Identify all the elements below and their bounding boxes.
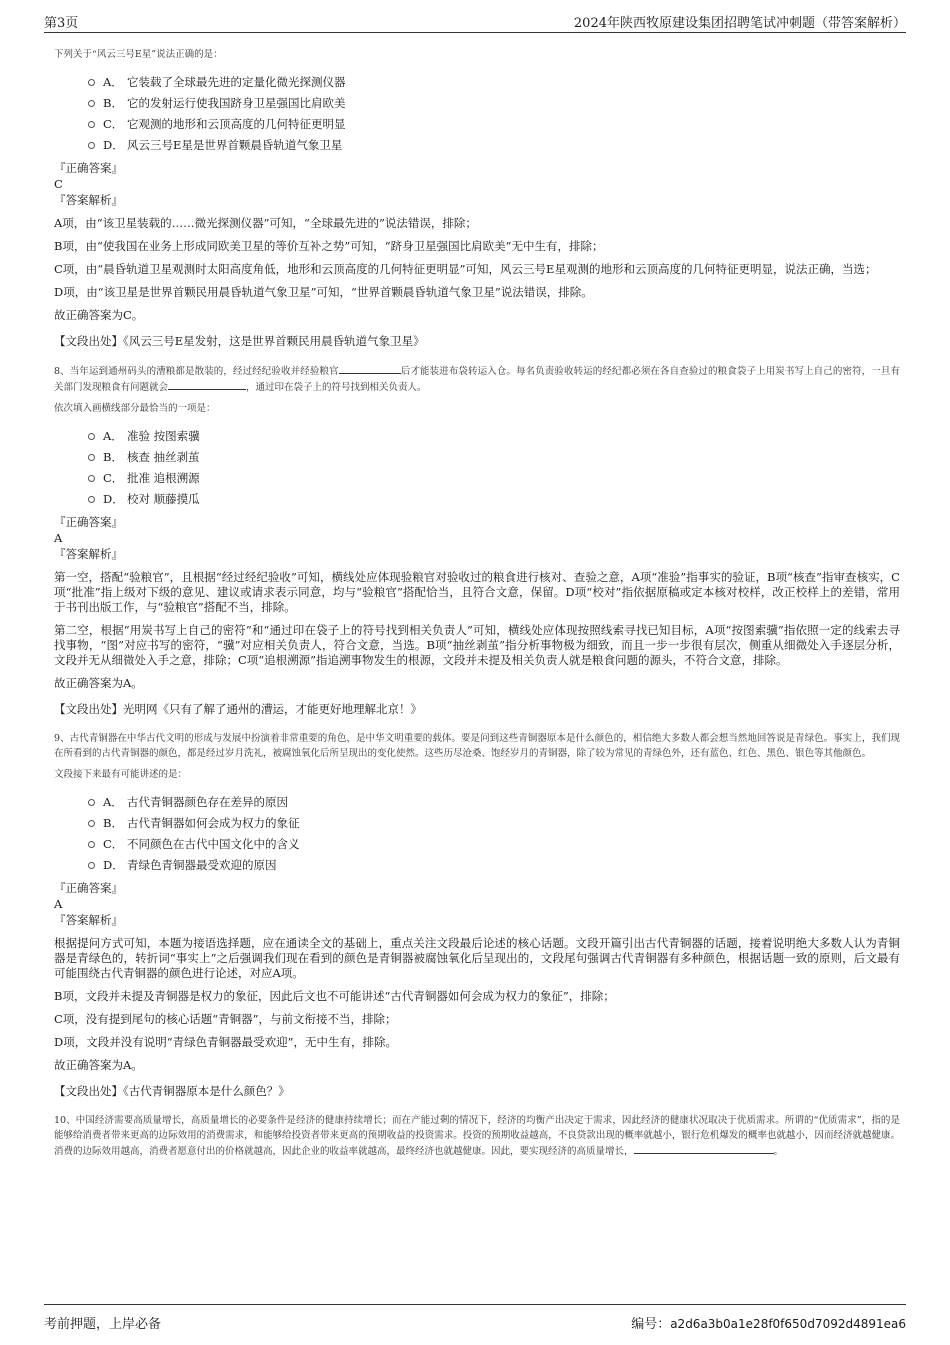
analysis-conclusion: 故正确答案为A。 <box>54 1058 143 1072</box>
document-code-value: a2d6a3b0a1e28f0f650d7092d4891ea6 <box>670 1317 906 1331</box>
radio-icon[interactable] <box>88 496 95 503</box>
page-number: 第3页 <box>44 16 79 31</box>
page-footer <box>44 1304 906 1333</box>
option-a[interactable]: A． 古代青铜器颜色存在差异的原因 <box>88 792 900 813</box>
radio-icon[interactable] <box>88 121 95 128</box>
option-a[interactable]: A． 它装载了全球最先进的定量化微光探测仪器 <box>88 72 900 93</box>
radio-icon[interactable] <box>88 820 95 827</box>
source-citation: 【文段出处】《古代青铜器原本是什么颜色？》 <box>54 1084 290 1098</box>
question-7-options <box>88 72 900 156</box>
radio-icon[interactable] <box>88 799 95 806</box>
radio-icon[interactable] <box>88 142 95 149</box>
page-header <box>44 10 906 33</box>
answer-tag: 『正确答案』 <box>54 515 123 529</box>
question-8-stem: 8、当年运到通州码头的漕粮都是散装的，经过经纪验收并经验粮官 后才能装进布袋转运入仓。每名负责验收转运的经纪都必须在各自查验过的粮食袋子上用炭书写上自己的密符，一旦有关部门发现粮食有问题就会 ，通过印在袋子上的符号找到相关负责人。 <box>54 363 900 395</box>
option-c[interactable]: C． 不同颜色在古代中国文化中的含义 <box>88 834 900 855</box>
question-10-stem: 10、中国经济需要高质量增长，高质量增长的必要条件是经济的健康持续增长；而在产能过剩的情况下，经济的均衡产出决定于需求，因此经济的健康状况取决于优质需求。所谓的“优质需求”，指的是能够给消费者带来更高的边际效用的消费需求，和能够给投资者带来更高的预期收益的投资需求。投资的预期收益越高，不良贷款出现的概率就越小，银行危机爆发的概率也就越小，因而经济就越健康。消费的边际效用越高，消费者愿意付出的价格就越高，因此企业的收益率就越高，最终经济也就越健康。因此，要实现经济的高质量增长， 。 <box>54 1115 900 1157</box>
radio-icon[interactable] <box>88 841 95 848</box>
question-10 <box>54 1113 900 1159</box>
answer-value: C <box>54 177 63 191</box>
analysis-paragraph: C项，由“晨昏轨道卫星观测时太阳高度角低，地形和云顶高度的几何特征更明显”可知，风云三号E星观测的地形和云顶高度的几何特征更明显，说法正确，当选； <box>54 262 877 276</box>
analysis-paragraph: A项，由“该卫星装载的……微光探测仪器”可知，“全球最先进的”说法错误，排除； <box>54 216 477 230</box>
answer-tag: 『正确答案』 <box>54 161 123 175</box>
analysis-paragraph: 第一空，搭配“验粮官”，且根据“经过经纪验收”可知，横线处应体现验粮官对验收过的粮食进行核对、查验之意，A项“准验”指事实的验证，B项“核查”指审查核实，C项“批准”指上级对下级的意见、建议或请求表示同意，均与“验粮官”搭配恰当，且符合文意，保留。D项“校对”指依据原稿或定本核对校样，改正校样上的差错，常用于书刊出版工作，与“验粮官”搭配不当，排除。 <box>54 570 900 614</box>
question-8 <box>54 363 900 717</box>
answer-tag: 『正确答案』 <box>54 881 123 895</box>
radio-icon[interactable] <box>88 475 95 482</box>
analysis-conclusion: 故正确答案为C。 <box>54 308 144 322</box>
option-d[interactable]: D． 风云三号E星是世界首颗晨昏轨道气象卫星 <box>88 135 900 156</box>
question-9-stem: 9、古代青铜器在中华古代文明的形成与发展中扮演着非常重要的角色，是中华文明重要的载体。要是问到这些青铜器原本是什么颜色的，相信绝大多数人都会想当然地回答说是青绿色。事实上，我们现在所看到的古代青铜器的颜色，都是经过岁月洗礼，被腐蚀氧化后所呈现出的变化使然。这些历尽沧桑、饱经岁月的青铜器，除了较为常见的青绿色外，还有蓝色、红色、黑色、银色等其他颜色。 <box>54 733 900 759</box>
answer-value: A <box>54 897 63 911</box>
option-b[interactable]: B． 古代青铜器如何会成为权力的象征 <box>88 813 900 834</box>
option-b[interactable]: B． 核查 抽丝剥茧 <box>88 447 900 468</box>
document-code <box>631 1313 906 1332</box>
radio-icon[interactable] <box>88 862 95 869</box>
analysis-paragraph: B项，文段并未提及青铜器是权力的象征，因此后文也不可能讲述“古代青铜器如何会成为权力的象征”，排除； <box>54 989 615 1003</box>
analysis-paragraph: B项，由“使我国在业务上形成同欧美卫星的等价互补之势”可知，“跻身卫星强国比肩欧美”无中生有，排除； <box>54 239 604 253</box>
question-8-options <box>88 426 900 510</box>
document-title: 2024年陕西牧原建设集团招聘笔试冲刺题（带答案解析） <box>573 16 906 31</box>
option-d[interactable]: D． 青绿色青铜器最受欢迎的原因 <box>88 855 900 876</box>
page-content <box>54 44 900 1165</box>
fill-blank <box>634 1143 774 1154</box>
option-d[interactable]: D． 校对 顺藤摸瓜 <box>88 489 900 510</box>
fill-blank <box>339 363 401 374</box>
analysis-tag: 『答案解析』 <box>54 193 123 207</box>
analysis-paragraph: 根据提问方式可知，本题为接语选择题，应在通读全文的基础上，重点关注文段最后论述的核心话题。文段开篇引出古代青铜器的话题，接着说明绝大多数人认为青铜器是青绿色的，转折词“事实上”之后强调我们现在看到的颜色是青铜器被腐蚀氧化后呈现出的，文段尾句强调古代青铜器有多种颜色，根据话题一致的原则，后文最有可能围绕古代青铜器的颜色进行论述，对应A项。 <box>54 936 900 980</box>
fill-blank <box>168 379 246 390</box>
question-9-options <box>88 792 900 876</box>
analysis-conclusion: 故正确答案为A。 <box>54 676 143 690</box>
document-code-label: 编号： <box>631 1317 671 1332</box>
source-citation: 【文段出处】光明网《只有了解了通州的漕运，才能更好地理解北京！》 <box>54 702 422 716</box>
analysis-paragraph: D项，文段并没有说明“青绿色青铜器最受欢迎”，无中生有，排除。 <box>54 1035 397 1049</box>
analysis-tag: 『答案解析』 <box>54 913 123 927</box>
question-7 <box>54 47 900 349</box>
radio-icon[interactable] <box>88 433 95 440</box>
radio-icon[interactable] <box>88 454 95 461</box>
option-a[interactable]: A． 准验 按图索骥 <box>88 426 900 447</box>
radio-icon[interactable] <box>88 79 95 86</box>
source-citation: 【文段出处】《风云三号E星发射，这是世界首颗民用晨昏轨道气象卫星》 <box>54 334 425 348</box>
option-b[interactable]: B． 它的发射运行使我国跻身卫星强国比肩欧美 <box>88 93 900 114</box>
question-7-stem: 下列关于“风云三号E星”说法正确的是： <box>54 49 223 60</box>
analysis-paragraph: C项，没有提到尾句的核心话题“青铜器”，与前文衔接不当，排除； <box>54 1012 397 1026</box>
answer-value: A <box>54 531 63 545</box>
analysis-paragraph: D项，由“该卫星是世界首颗民用晨昏轨道气象卫星”可知，“世界首颗晨昏轨道气象卫星”说法错误，排除。 <box>54 285 593 299</box>
footer-slogan: 考前押题，上岸必备 <box>44 1317 162 1332</box>
option-c[interactable]: C． 批准 追根溯源 <box>88 468 900 489</box>
question-8-prompt: 依次填入画横线部分最恰当的一项是： <box>54 403 216 414</box>
radio-icon[interactable] <box>88 100 95 107</box>
question-9 <box>54 731 900 1099</box>
analysis-tag: 『答案解析』 <box>54 547 123 561</box>
analysis-paragraph: 第二空，根据“用炭书写上自己的密符”和“通过印在袋子上的符号找到相关负责人”可知，横线处应体现按照线索寻找已知目标，A项“按图索骥”指依照一定的线索去寻找事物，“图”对应书写的密符，“骥”对应相关负责人，符合文意，当选。B项“抽丝剥茧”指分析事物极为细致，而且一步一步很有层次，侧重从细微处入手逐层分析，文段并无从细微处入手之意，排除；C项“追根溯源”指追溯事物发生的根源，文段并未提及相关负责人就是粮食问题的源头，不符合文意，排除。 <box>54 623 900 667</box>
question-9-prompt: 文段接下来最有可能讲述的是： <box>54 769 188 780</box>
option-c[interactable]: C． 它观测的地形和云顶高度的几何特征更明显 <box>88 114 900 135</box>
